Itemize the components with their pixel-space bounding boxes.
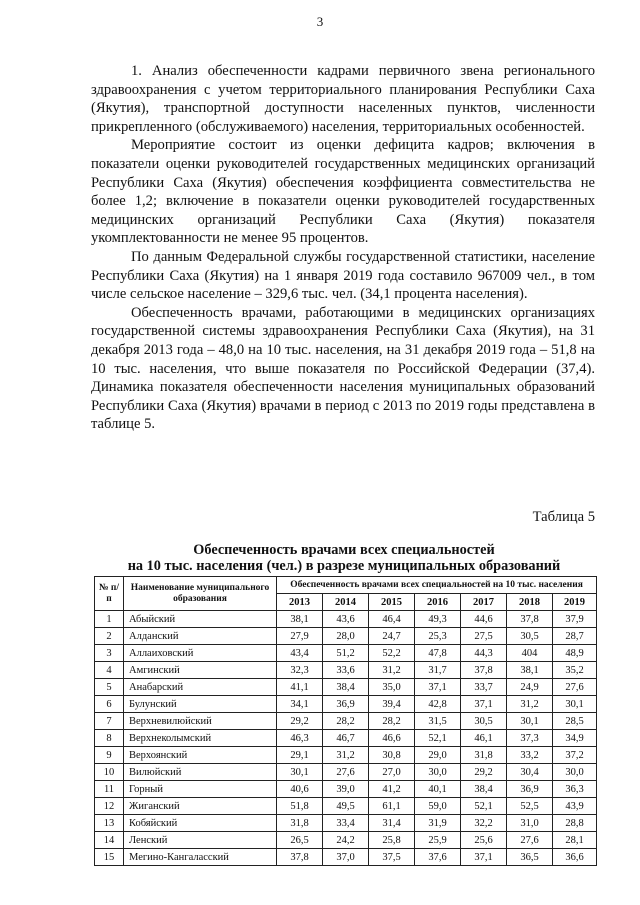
value-cell: 52,2: [369, 645, 415, 662]
header-name: Наименование муниципального образования: [124, 577, 277, 611]
municipality-name: Кобяйский: [124, 815, 277, 832]
municipality-name: Горный: [124, 781, 277, 798]
row-number: 10: [95, 764, 124, 781]
value-cell: 30,0: [553, 764, 597, 781]
municipality-name: Вилюйский: [124, 764, 277, 781]
value-cell: 35,0: [369, 679, 415, 696]
year-header: 2019: [553, 594, 597, 611]
value-cell: 28,8: [553, 815, 597, 832]
value-cell: 38,1: [277, 611, 323, 628]
value-cell: 31,5: [415, 713, 461, 730]
table-row: [95, 747, 597, 764]
value-cell: 37,8: [277, 849, 323, 866]
row-number: 8: [95, 730, 124, 747]
value-cell: 37,5: [369, 849, 415, 866]
row-number: 14: [95, 832, 124, 849]
value-cell: 49,3: [415, 611, 461, 628]
value-cell: 30,1: [507, 713, 553, 730]
paragraph-1: 1. Анализ обеспеченности кадрами первичного звена регионального здравоохранения с учетом территориального планирования Республики Саха (Якутия), транспортной доступности населенных пунктов, численности прикрепленного (обслуживаемого) населения, территориальных особенностей.: [91, 63, 595, 135]
table-row: [95, 764, 597, 781]
value-cell: 37,6: [415, 849, 461, 866]
value-cell: 36,9: [507, 781, 553, 798]
table-row: [95, 611, 597, 628]
value-cell: 25,3: [415, 628, 461, 645]
value-cell: 33,6: [323, 662, 369, 679]
value-cell: 38,4: [323, 679, 369, 696]
value-cell: 37,3: [507, 730, 553, 747]
value-cell: 28,2: [369, 713, 415, 730]
value-cell: 37,1: [461, 696, 507, 713]
value-cell: 46,4: [369, 611, 415, 628]
value-cell: 37,8: [461, 662, 507, 679]
value-cell: 43,9: [553, 798, 597, 815]
page-number: 3: [316, 14, 324, 29]
value-cell: 31,2: [323, 747, 369, 764]
municipality-name: Абыйский: [124, 611, 277, 628]
value-cell: 52,1: [415, 730, 461, 747]
table-row: [95, 730, 597, 747]
value-cell: 31,2: [369, 662, 415, 679]
value-cell: 24,9: [507, 679, 553, 696]
value-cell: 51,8: [277, 798, 323, 815]
value-cell: 33,4: [323, 815, 369, 832]
value-cell: 41,1: [277, 679, 323, 696]
value-cell: 46,6: [369, 730, 415, 747]
value-cell: 27,9: [277, 628, 323, 645]
year-header: 2013: [277, 594, 323, 611]
table-row: [95, 832, 597, 849]
table-title-line-2: на 10 тыс. населения (чел.) в разрезе муниципальных образований: [127, 558, 561, 574]
municipality-name: Анабарский: [124, 679, 277, 696]
municipality-name: Верхнеколымский: [124, 730, 277, 747]
value-cell: 40,6: [277, 781, 323, 798]
row-number: 3: [95, 645, 124, 662]
row-number: 4: [95, 662, 124, 679]
paragraph-2: Мероприятие состоит из оценки дефицита кадров; включения в показатели оценки руководителей государственных медицинских организаций Республики Саха (Якутия) обеспечения коэффициента совместительства не более 1,2; включение в показатели оценки руководителей государственных медицинских организаций Республики Саха (Якутия) показателя укомплектованности не менее 95 процентов.: [91, 137, 595, 247]
body-text: [91, 62, 595, 434]
value-cell: 28,1: [553, 832, 597, 849]
value-cell: 43,6: [323, 611, 369, 628]
value-cell: 24,2: [323, 832, 369, 849]
row-number: 7: [95, 713, 124, 730]
value-cell: 29,2: [277, 713, 323, 730]
value-cell: 28,2: [323, 713, 369, 730]
municipality-name: Аллаиховский: [124, 645, 277, 662]
municipality-name: Амгинский: [124, 662, 277, 679]
value-cell: 31,7: [415, 662, 461, 679]
value-cell: 38,4: [461, 781, 507, 798]
value-cell: 27,6: [553, 679, 597, 696]
value-cell: 38,1: [507, 662, 553, 679]
table-row: [95, 815, 597, 832]
table-row: [95, 696, 597, 713]
value-cell: 26,5: [277, 832, 323, 849]
row-number: 6: [95, 696, 124, 713]
row-number: 11: [95, 781, 124, 798]
table-title: [94, 542, 594, 574]
table-body: [95, 611, 597, 866]
value-cell: 37,1: [415, 679, 461, 696]
row-number: 2: [95, 628, 124, 645]
value-cell: 27,6: [507, 832, 553, 849]
paragraph-4: Обеспеченность врачами, работающими в медицинских организациях государственной системы здравоохранения Республики Саха (Якутия), на 31 декабря 2013 года – 48,0 на 10 тыс. населения, на 31 декабря 2019 года – 51,8 на 10 тыс. населения, что выше показателя по Российской Федерации (37,4). Динамика показателя обеспеченности населения муниципальных образований Республики Саха (Якутия) врачами в период с 2013 по 2019 годы представлена в таблице 5.: [91, 304, 595, 433]
year-header: 2014: [323, 594, 369, 611]
value-cell: 36,5: [507, 849, 553, 866]
value-cell: 29,1: [277, 747, 323, 764]
year-header: 2017: [461, 594, 507, 611]
value-cell: 30,5: [461, 713, 507, 730]
table-row: [95, 662, 597, 679]
table-row: [95, 713, 597, 730]
value-cell: 25,6: [461, 832, 507, 849]
table-caption: Таблица 5: [532, 509, 595, 525]
value-cell: 37,0: [323, 849, 369, 866]
physician-table: [94, 576, 597, 866]
value-cell: 404: [507, 645, 553, 662]
table-row: [95, 645, 597, 662]
value-cell: 36,9: [323, 696, 369, 713]
value-cell: 29,2: [461, 764, 507, 781]
value-cell: 30,1: [277, 764, 323, 781]
table-title-line-1: Обеспеченность врачами всех специальностей: [193, 542, 495, 558]
table-row: [95, 679, 597, 696]
value-cell: 43,4: [277, 645, 323, 662]
value-cell: 37,8: [507, 611, 553, 628]
value-cell: 49,5: [323, 798, 369, 815]
value-cell: 52,5: [507, 798, 553, 815]
row-number: 9: [95, 747, 124, 764]
value-cell: 36,3: [553, 781, 597, 798]
value-cell: 28,7: [553, 628, 597, 645]
table-row: [95, 798, 597, 815]
value-cell: 31,8: [277, 815, 323, 832]
value-cell: 46,7: [323, 730, 369, 747]
header-num: № п/п: [95, 577, 124, 611]
value-cell: 44,3: [461, 645, 507, 662]
value-cell: 33,2: [507, 747, 553, 764]
value-cell: 51,2: [323, 645, 369, 662]
value-cell: 27,6: [323, 764, 369, 781]
value-cell: 29,0: [415, 747, 461, 764]
value-cell: 40,1: [415, 781, 461, 798]
header-group: Обеспеченность врачами всех специальностей на 10 тыс. населения: [277, 577, 597, 594]
value-cell: 31,0: [507, 815, 553, 832]
paragraph-3: По данным Федеральной службы государственной статистики, население Республики Саха (Якутия) на 1 января 2019 года составило 967009 чел., в том числе сельское население – 329,6 тыс. чел. (34,1 процента населения).: [91, 248, 595, 303]
value-cell: 37,9: [553, 611, 597, 628]
table-row: [95, 849, 597, 866]
value-cell: 34,1: [277, 696, 323, 713]
value-cell: 30,8: [369, 747, 415, 764]
table-row: [95, 781, 597, 798]
row-number: 15: [95, 849, 124, 866]
value-cell: 46,1: [461, 730, 507, 747]
value-cell: 39,0: [323, 781, 369, 798]
value-cell: 39,4: [369, 696, 415, 713]
year-header: 2018: [507, 594, 553, 611]
row-number: 13: [95, 815, 124, 832]
value-cell: 41,2: [369, 781, 415, 798]
value-cell: 37,1: [461, 849, 507, 866]
value-cell: 35,2: [553, 662, 597, 679]
value-cell: 48,9: [553, 645, 597, 662]
value-cell: 30,0: [415, 764, 461, 781]
value-cell: 47,8: [415, 645, 461, 662]
value-cell: 27,5: [461, 628, 507, 645]
value-cell: 30,1: [553, 696, 597, 713]
value-cell: 42,8: [415, 696, 461, 713]
municipality-name: Жиганский: [124, 798, 277, 815]
value-cell: 28,5: [553, 713, 597, 730]
value-cell: 37,2: [553, 747, 597, 764]
value-cell: 24,7: [369, 628, 415, 645]
municipality-name: Ленский: [124, 832, 277, 849]
value-cell: 27,0: [369, 764, 415, 781]
value-cell: 52,1: [461, 798, 507, 815]
municipality-name: Алданский: [124, 628, 277, 645]
municipality-name: Мегино-Кангаласский: [124, 849, 277, 866]
value-cell: 32,2: [461, 815, 507, 832]
value-cell: 31,4: [369, 815, 415, 832]
value-cell: 59,0: [415, 798, 461, 815]
value-cell: 46,3: [277, 730, 323, 747]
value-cell: 33,7: [461, 679, 507, 696]
value-cell: 31,8: [461, 747, 507, 764]
row-number: 12: [95, 798, 124, 815]
municipality-name: Верхоянский: [124, 747, 277, 764]
value-cell: 31,9: [415, 815, 461, 832]
value-cell: 31,2: [507, 696, 553, 713]
value-cell: 25,8: [369, 832, 415, 849]
row-number: 1: [95, 611, 124, 628]
value-cell: 34,9: [553, 730, 597, 747]
municipality-name: Булунский: [124, 696, 277, 713]
row-number: 5: [95, 679, 124, 696]
value-cell: 61,1: [369, 798, 415, 815]
value-cell: 44,6: [461, 611, 507, 628]
value-cell: 36,6: [553, 849, 597, 866]
value-cell: 28,0: [323, 628, 369, 645]
value-cell: 30,4: [507, 764, 553, 781]
value-cell: 25,9: [415, 832, 461, 849]
value-cell: 30,5: [507, 628, 553, 645]
table-row: [95, 628, 597, 645]
value-cell: 32,3: [277, 662, 323, 679]
year-header: 2016: [415, 594, 461, 611]
municipality-name: Верхневилюйский: [124, 713, 277, 730]
year-header: 2015: [369, 594, 415, 611]
